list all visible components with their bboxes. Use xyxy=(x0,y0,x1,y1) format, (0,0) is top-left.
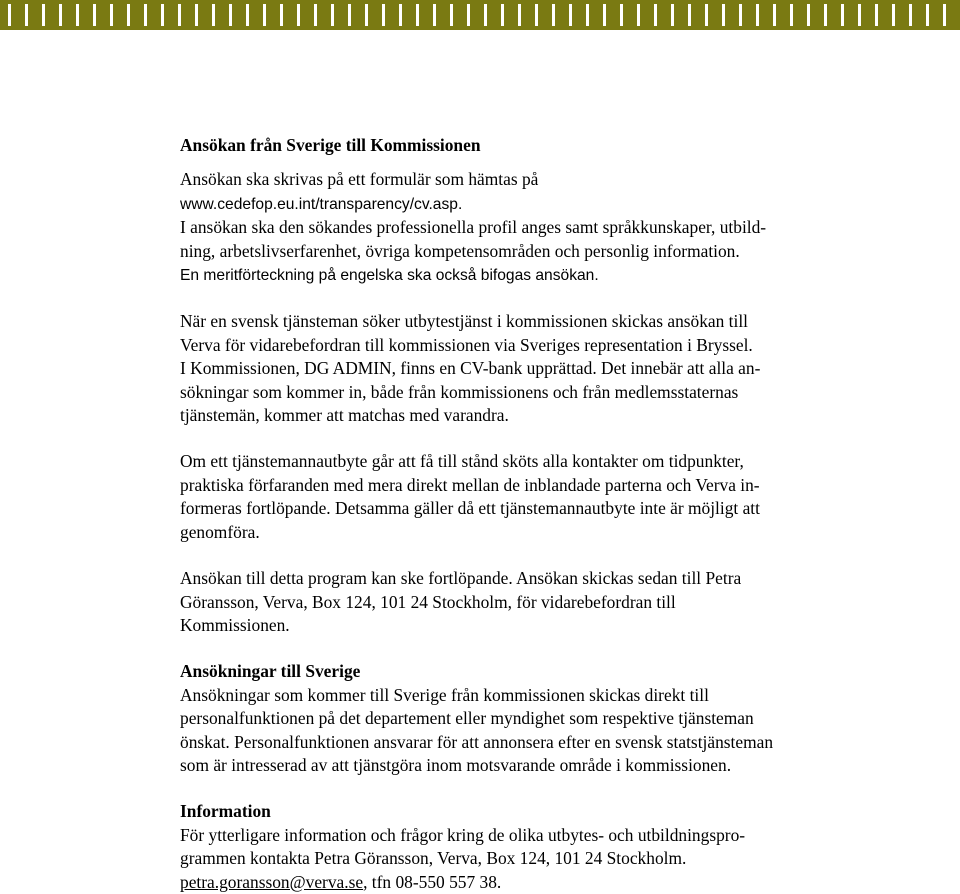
paragraph-svensk-tjansteman xyxy=(180,310,880,427)
paragraph-line: tjänstemän, kommer att matchas med varandra. xyxy=(180,405,509,426)
paragraph-line: önskat. Personalfunktionen ansvarar för att annonsera efter en svensk statstjänsteman xyxy=(180,731,774,752)
header-decorative-bar xyxy=(0,0,960,30)
section1-line: ning, arbetslivserfarenhet, övriga kompetensområden och personlig information. xyxy=(180,240,740,261)
paragraph-line: som är intresserad av att tjänstgöra inom motsvarande område i kommissionen. xyxy=(180,754,732,775)
paragraph-line: När en svensk tjänsteman söker utbytestjänst i kommissionen skickas ansökan till xyxy=(180,311,749,332)
paragraph-line: personalfunktionen på det departement eller myndighet som respektive tjänsteman xyxy=(180,708,754,729)
section1-line: En meritförteckning på engelska ska också bifogas ansökan. xyxy=(180,267,599,285)
paragraph-line: Verva för vidarebefordran till kommissionen via Sveriges representation i Bryssel. xyxy=(180,334,753,355)
section1-text xyxy=(180,168,880,287)
cedefop-url[interactable]: www.cedefop.eu.int/transparency/cv.asp. xyxy=(180,195,463,213)
paragraph-line: I Kommissionen, DG ADMIN, finns en CV-bank upprättad. Det innebär att alla an- xyxy=(180,358,761,379)
header-stripe-pattern xyxy=(8,4,960,26)
paragraph-tjanstemannautbyte xyxy=(180,450,880,544)
section-title-information: Information xyxy=(180,801,271,822)
paragraph-line: praktiska förfaranden med mera direkt mellan de inblandade parterna och Verva in- xyxy=(180,474,760,495)
paragraph-line: Kommissionen. xyxy=(180,614,290,635)
section1-line: Ansökan ska skrivas på ett formulär som hämtas på xyxy=(180,169,539,190)
section6-text xyxy=(180,824,880,894)
paragraph-line: grammen kontakta Petra Göransson, Verva, Box 124, 101 24 Stockholm. xyxy=(180,848,687,869)
paragraph-line: Ansökningar som kommer till Sverige från kommissionen skickas direkt till xyxy=(180,684,709,705)
document-body xyxy=(180,134,880,894)
paragraph-line: genomföra. xyxy=(180,521,260,542)
paragraph-ansokan-fortlopande xyxy=(180,567,880,637)
phone-number-text: , tfn 08-550 557 38. xyxy=(363,871,502,892)
section-title-ansokan-fran-sverige: Ansökan från Sverige till Kommissionen xyxy=(180,135,481,155)
paragraph-line: Göransson, Verva, Box 124, 101 24 Stockholm, för vidarebefordran till xyxy=(180,591,676,612)
paragraph-line: formeras fortlöpande. Detsamma gäller då ett tjänstemannautbyte inte är möjligt att xyxy=(180,498,760,519)
paragraph-line: Ansökan till detta program kan ske fortlöpande. Ansökan skickas sedan till Petra xyxy=(180,568,742,589)
section-title-ansokningar-till-sverige: Ansökningar till Sverige xyxy=(180,661,361,682)
section5-text xyxy=(180,684,880,778)
email-link[interactable]: petra.goransson@verva.se xyxy=(180,871,364,892)
paragraph-line: För ytterligare information och frågor kring de olika utbytes- och utbildningspro- xyxy=(180,824,746,845)
paragraph-line: Om ett tjänstemannautbyte går att få till stånd sköts alla kontakter om tidpunkter, xyxy=(180,451,744,472)
section1-line: I ansökan ska den sökandes professionella profil anges samt språkkunskaper, utbild- xyxy=(180,217,767,238)
paragraph-line: sökningar som kommer in, både från kommissionens och från medlemsstaternas xyxy=(180,381,739,402)
